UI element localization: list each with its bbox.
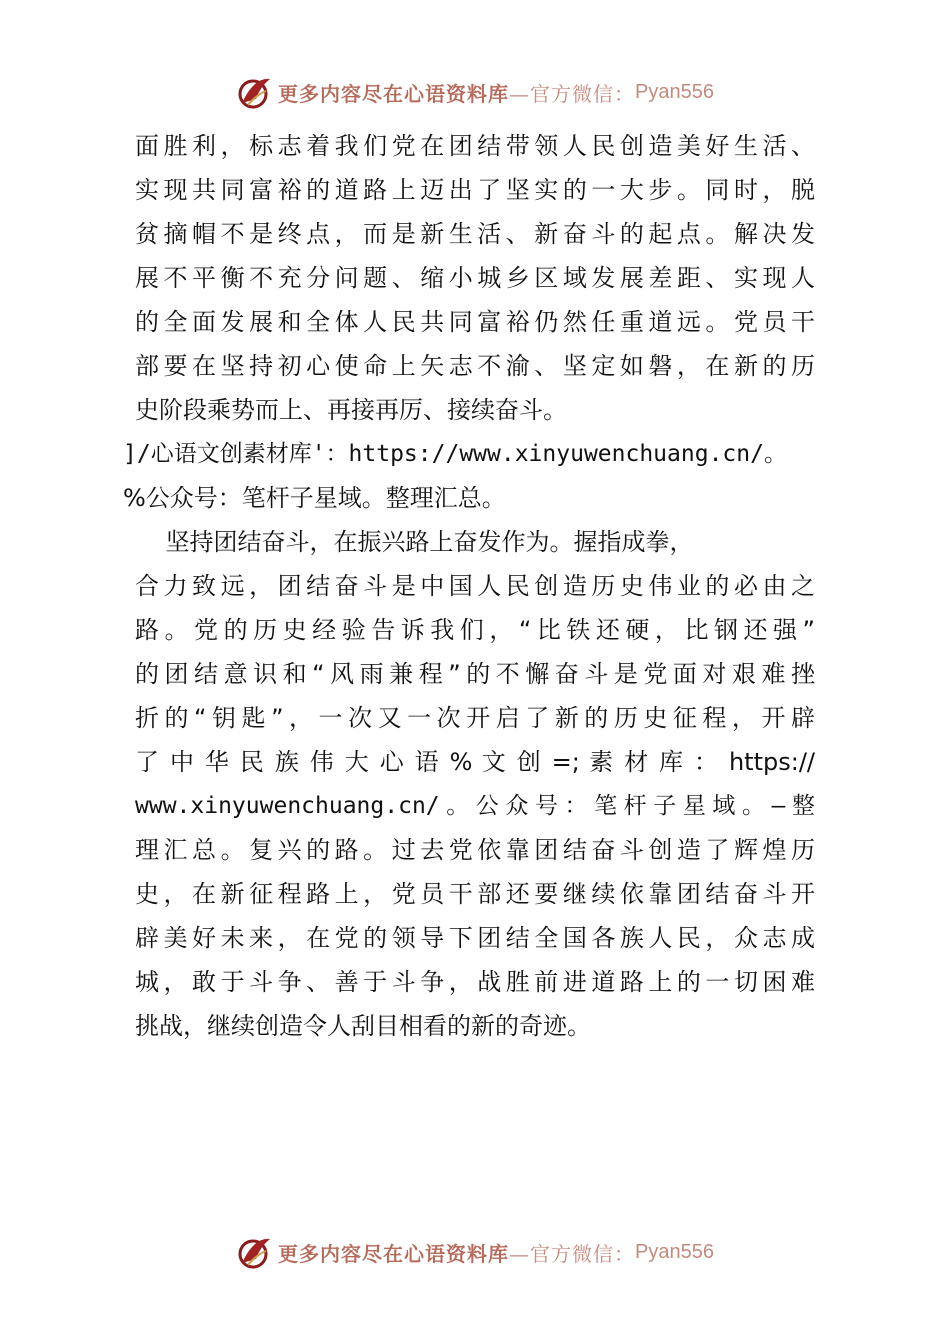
text-line: 的团结意识和“风雨兼程”的不懈奋斗是党面对艰难挫 bbox=[135, 660, 815, 688]
text-line: 城，敢于斗争、善于斗争，战胜前进道路上的一切困难 bbox=[135, 968, 815, 996]
footer-sub-text: —官方微信： bbox=[509, 1241, 636, 1266]
text-line: www.xinyuwenchuang.cn/。公众号：笔杆子星域。—整 bbox=[135, 793, 815, 819]
text-line: 了 中 华 民 族 伟 大 心 语 % 文 创 =; 素 材 库 ： https:// bbox=[135, 748, 815, 776]
paragraph-start-line: 坚持团结奋斗，在振兴路上奋发作为。握指成拳， bbox=[135, 528, 694, 556]
text-line: 史，在新征程路上，党员干部还要继续依靠团结奋斗开 bbox=[135, 880, 815, 908]
header-main-text: 更多内容尽在心语资料库 bbox=[278, 81, 510, 106]
header-banner bbox=[0, 72, 950, 112]
header-sub-text: —官方微信： bbox=[509, 81, 636, 106]
text-line: 面胜利，标志着我们党在团结带领人民创造美好生活、 bbox=[135, 132, 815, 160]
source-line: ]/心语文创素材库'：https://www.xinyuwenchuang.cn/。 bbox=[123, 441, 787, 467]
text-line: 辟美好未来，在党的领导下团结全国各族人民，众志成 bbox=[135, 924, 815, 952]
footer-banner bbox=[0, 1232, 950, 1272]
text-line: 挑战，继续创造令人刮目相看的新的奇迹。 bbox=[135, 1012, 591, 1040]
brand-logo-icon bbox=[236, 1233, 274, 1271]
text-line: 实现共同富裕的道路上迈出了坚实的一大步。同时，脱 bbox=[135, 176, 815, 204]
footer-wechat-id: Pyan556 bbox=[635, 1240, 714, 1263]
brand-logo-icon bbox=[236, 73, 274, 111]
text-line: 合力致远，团结奋斗是中国人民创造历史伟业的必由之 bbox=[135, 572, 815, 600]
text-line: 展不平衡不充分问题、缩小城乡区域发展差距、实现人 bbox=[135, 264, 815, 292]
text-line: 贫摘帽不是终点，而是新生活、新奋斗的起点。解决发 bbox=[135, 220, 815, 248]
text-line: 部要在坚持初心使命上矢志不渝、坚定如磐，在新的历 bbox=[135, 352, 815, 380]
text-line: 折的“钥匙”，一次又一次开启了新的历史征程，开辟 bbox=[135, 704, 815, 732]
text-line: 路。党的历史经验告诉我们，“比铁还硬，比钢还强” bbox=[135, 616, 815, 644]
source-line: %公众号：笔杆子星域。整理汇总。 bbox=[123, 484, 506, 512]
document-body bbox=[123, 124, 815, 1048]
text-line: 史阶段乘势而上、再接再厉、接续奋斗。 bbox=[135, 396, 567, 424]
footer-main-text: 更多内容尽在心语资料库 bbox=[278, 1241, 510, 1266]
header-wechat-id: Pyan556 bbox=[635, 80, 714, 103]
text-line: 的全面发展和全体人民共同富裕仍然任重道远。党员干 bbox=[135, 308, 815, 336]
text-line: 理汇总。复兴的路。过去党依靠团结奋斗创造了辉煌历 bbox=[135, 836, 815, 864]
